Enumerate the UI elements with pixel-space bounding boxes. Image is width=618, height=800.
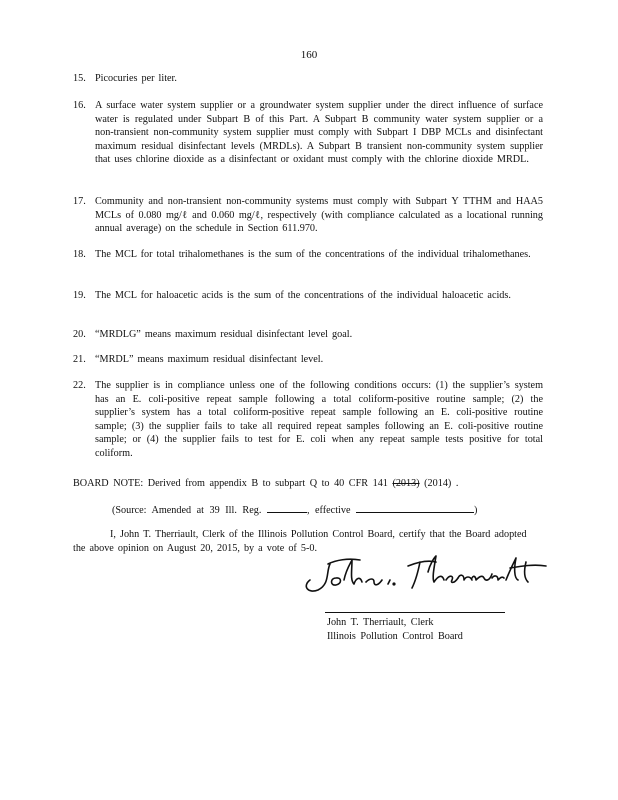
note-text: Community and non-transient non-community systems must comply with Subpart Y TTHM and HAA5 MCLs of 0.080 mg/ℓ and 0.060 mg/ℓ, respectively (with compliance calculated as a locational running annual average) on the schedule in Section 611.970.	[95, 196, 543, 235]
note-15	[73, 72, 543, 86]
page-number: 160	[300, 49, 318, 61]
note-number: 18.	[73, 249, 86, 260]
note-20	[73, 328, 543, 342]
signature-line	[325, 612, 505, 613]
effective-date-blank	[356, 503, 474, 513]
signer-block	[327, 616, 463, 644]
clerk-signature	[300, 550, 550, 604]
note-number: 15.	[73, 73, 86, 84]
note-number: 20.	[73, 329, 86, 340]
struck-year: (2013)	[392, 478, 420, 489]
note-text: The MCL for haloacetic acids is the sum of the concentrations of the individual haloacetic acids.	[95, 290, 511, 301]
board-note	[73, 478, 543, 489]
note-19	[73, 289, 543, 303]
source-line	[112, 503, 477, 516]
note-21	[73, 353, 543, 367]
note-number: 22.	[73, 380, 86, 391]
note-text: Picocuries per liter.	[95, 73, 177, 84]
source-open: (Source: Amended at 39 Ill. Reg.	[112, 505, 262, 516]
note-16	[73, 99, 543, 167]
note-18	[73, 248, 543, 262]
register-page-blank	[267, 503, 307, 513]
board-note-text: BOARD NOTE: Derived from appendix B to subpart Q to 40 CFR 141	[73, 478, 388, 489]
note-number: 21.	[73, 354, 86, 365]
note-number: 16.	[73, 100, 86, 111]
signer-name: John T. Therriault, Clerk	[327, 617, 434, 628]
note-number: 19.	[73, 290, 86, 301]
note-text: The MCL for total trihalomethanes is the sum of the concentrations of the individual trihalomethanes.	[95, 249, 531, 260]
note-number: 17.	[73, 196, 86, 207]
note-text: “MRDLG” means maximum residual disinfectant level goal.	[95, 329, 353, 340]
source-effective: , effective	[306, 505, 351, 516]
note-text: “MRDL” means maximum residual disinfectant level.	[95, 354, 324, 365]
note-text: The supplier is in compliance unless one of the following conditions occurs: (1) the supplier’s system has an E. coli-positive repeat sample following a total coliform-positive routine sample; (2) the supplier’s system has a total coliform-positive repeat sample following an E. coli-positive routine sample; (3) the supplier fails to take all required repeat samples following an E. coli-positive routine sample; or (4) the supplier fails to test for E. coli when any repeat sample tests positive for total coliform.	[95, 380, 543, 459]
note-text: A surface water system supplier or a groundwater system supplier under the direct influence of surface water is regulated under Subpart B of this Part. A Subpart B community water system supplier or a non-transient non-community system supplier must comply with Subpart I DBP MCLs and disinfectant maximum residual disinfectant levels (MRDLs). A Subpart B transient non-community system supplier that uses chlorine dioxide as a disinfectant or oxidant must comply with the chlorine dioxide MRDL.	[95, 100, 543, 166]
note-22	[73, 379, 543, 461]
new-year: (2014) .	[424, 478, 459, 489]
signer-organization: Illinois Pollution Control Board	[327, 631, 463, 642]
note-17	[73, 195, 543, 236]
source-close: )	[474, 505, 478, 516]
certification-paragraph: I, John T. Therriault, Clerk of the Illinois Pollution Control Board, certify that the Board adopted the above opinion on August 20, 2015, by a vote of 5-0.	[73, 529, 527, 554]
